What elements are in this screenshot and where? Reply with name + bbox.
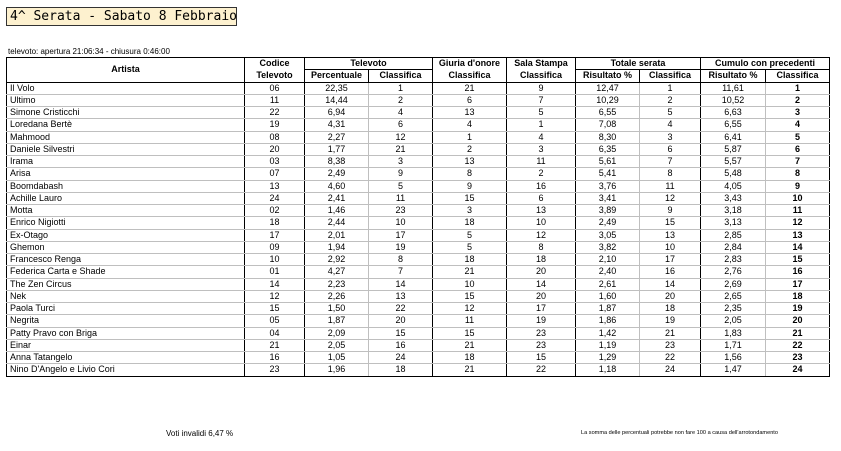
- cell-cumulo-pct: 2,35: [701, 303, 766, 315]
- cell-televoto-pct: 2,92: [305, 254, 369, 266]
- cell-cumulo-pct: 2,76: [701, 266, 766, 278]
- cell-totale-cls: 22: [640, 352, 701, 364]
- cell-televoto-cls: 15: [369, 327, 433, 339]
- page-title: 4^ Serata - Sabato 8 Febbraio: [6, 7, 237, 26]
- cell-codice: 02: [245, 205, 305, 217]
- cell-giuria-cls: 2: [433, 143, 507, 155]
- cell-artista: Mahmood: [7, 131, 245, 143]
- cell-codice: 10: [245, 254, 305, 266]
- cell-cumulo-pct: 3,43: [701, 192, 766, 204]
- cell-televoto-cls: 8: [369, 254, 433, 266]
- cell-totale-pct: 3,05: [576, 229, 640, 241]
- table-row: [7, 180, 830, 192]
- cell-stampa-cls: 6: [507, 192, 576, 204]
- cell-totale-pct: 1,86: [576, 315, 640, 327]
- table-row: [7, 192, 830, 204]
- header-televoto-pct: Percentuale: [305, 70, 369, 82]
- cell-stampa-cls: 9: [507, 82, 576, 94]
- cell-cumulo-pct: 2,69: [701, 278, 766, 290]
- cell-stampa-cls: 8: [507, 241, 576, 253]
- cell-giuria-cls: 10: [433, 278, 507, 290]
- table-row: [7, 315, 830, 327]
- cell-codice: 24: [245, 192, 305, 204]
- cell-totale-pct: 3,82: [576, 241, 640, 253]
- cell-artista: Daniele Silvestri: [7, 143, 245, 155]
- cell-televoto-pct: 4,27: [305, 266, 369, 278]
- cell-cumulo-pct: 5,87: [701, 143, 766, 155]
- table-row: [7, 229, 830, 241]
- cell-cumulo-pct: 1,56: [701, 352, 766, 364]
- cell-cumulo-cls: 4: [766, 119, 830, 131]
- cell-televoto-cls: 4: [369, 107, 433, 119]
- cell-televoto-pct: 2,44: [305, 217, 369, 229]
- table-row: [7, 339, 830, 351]
- cell-artista: The Zen Circus: [7, 278, 245, 290]
- cell-artista: Patty Pravo con Briga: [7, 327, 245, 339]
- cell-codice: 17: [245, 229, 305, 241]
- cell-televoto-pct: 1,77: [305, 143, 369, 155]
- cell-televoto-pct: 2,41: [305, 192, 369, 204]
- cell-codice: 23: [245, 364, 305, 376]
- cell-totale-pct: 1,19: [576, 339, 640, 351]
- header-artista: Artista: [7, 58, 245, 83]
- cell-totale-cls: 12: [640, 192, 701, 204]
- cell-artista: Motta: [7, 205, 245, 217]
- cell-totale-pct: 8,30: [576, 131, 640, 143]
- televoto-info: televoto: apertura 21:06:34 - chiusura 0:46:00: [8, 47, 170, 56]
- cell-artista: Negrita: [7, 315, 245, 327]
- cell-totale-cls: 19: [640, 315, 701, 327]
- table-row: [7, 327, 830, 339]
- header-codice-sub: Televoto: [245, 70, 305, 82]
- cell-totale-pct: 1,87: [576, 303, 640, 315]
- rounding-note: La somma delle percentuali potrebbe non fare 100 a causa dell'arrotondamento: [581, 430, 778, 436]
- cell-totale-cls: 1: [640, 82, 701, 94]
- cell-giuria-cls: 15: [433, 192, 507, 204]
- cell-cumulo-cls: 18: [766, 290, 830, 302]
- cell-totale-pct: 3,89: [576, 205, 640, 217]
- cell-cumulo-pct: 2,84: [701, 241, 766, 253]
- table-row: [7, 143, 830, 155]
- cell-giuria-cls: 8: [433, 168, 507, 180]
- cell-giuria-cls: 15: [433, 290, 507, 302]
- cell-artista: Achille Lauro: [7, 192, 245, 204]
- header-totale-cls: Classifica: [640, 70, 701, 82]
- cell-artista: Il Volo: [7, 82, 245, 94]
- cell-codice: 08: [245, 131, 305, 143]
- table-row: [7, 290, 830, 302]
- cell-totale-pct: 5,41: [576, 168, 640, 180]
- cell-stampa-cls: 5: [507, 107, 576, 119]
- cell-artista: Paola Turci: [7, 303, 245, 315]
- table-row: [7, 278, 830, 290]
- cell-giuria-cls: 15: [433, 327, 507, 339]
- cell-cumulo-cls: 16: [766, 266, 830, 278]
- cell-stampa-cls: 16: [507, 180, 576, 192]
- cell-artista: Ultimo: [7, 94, 245, 106]
- cell-televoto-cls: 13: [369, 290, 433, 302]
- cell-televoto-cls: 21: [369, 143, 433, 155]
- cell-cumulo-cls: 21: [766, 327, 830, 339]
- cell-cumulo-cls: 11: [766, 205, 830, 217]
- cell-cumulo-cls: 24: [766, 364, 830, 376]
- cell-televoto-pct: 1,05: [305, 352, 369, 364]
- cell-stampa-cls: 4: [507, 131, 576, 143]
- cell-totale-cls: 6: [640, 143, 701, 155]
- table-row: [7, 364, 830, 376]
- cell-stampa-cls: 20: [507, 290, 576, 302]
- cell-giuria-cls: 3: [433, 205, 507, 217]
- cell-cumulo-pct: 3,18: [701, 205, 766, 217]
- cell-totale-cls: 20: [640, 290, 701, 302]
- cell-giuria-cls: 21: [433, 266, 507, 278]
- cell-cumulo-cls: 20: [766, 315, 830, 327]
- cell-televoto-cls: 12: [369, 131, 433, 143]
- table-row: [7, 241, 830, 253]
- cell-codice: 04: [245, 327, 305, 339]
- cell-televoto-pct: 2,26: [305, 290, 369, 302]
- cell-stampa-cls: 14: [507, 278, 576, 290]
- cell-totale-cls: 2: [640, 94, 701, 106]
- cell-totale-cls: 4: [640, 119, 701, 131]
- cell-televoto-pct: 2,05: [305, 339, 369, 351]
- table-row: [7, 303, 830, 315]
- cell-televoto-pct: 4,60: [305, 180, 369, 192]
- cell-televoto-cls: 24: [369, 352, 433, 364]
- cell-giuria-cls: 13: [433, 156, 507, 168]
- header-televoto-cls: Classifica: [369, 70, 433, 82]
- cell-giuria-cls: 1: [433, 131, 507, 143]
- cell-totale-cls: 11: [640, 180, 701, 192]
- cell-cumulo-cls: 5: [766, 131, 830, 143]
- cell-codice: 21: [245, 339, 305, 351]
- cell-totale-cls: 5: [640, 107, 701, 119]
- cell-totale-pct: 3,41: [576, 192, 640, 204]
- table-row: [7, 82, 830, 94]
- cell-televoto-pct: 1,87: [305, 315, 369, 327]
- cell-televoto-pct: 14,44: [305, 94, 369, 106]
- invalid-votes: Voti invalidi 6,47 %: [166, 429, 234, 438]
- cell-cumulo-cls: 7: [766, 156, 830, 168]
- cell-codice: 07: [245, 168, 305, 180]
- cell-codice: 06: [245, 82, 305, 94]
- table-row: [7, 94, 830, 106]
- cell-cumulo-pct: 2,05: [701, 315, 766, 327]
- cell-televoto-cls: 17: [369, 229, 433, 241]
- cell-televoto-pct: 8,38: [305, 156, 369, 168]
- cell-cumulo-pct: 2,65: [701, 290, 766, 302]
- cell-giuria-cls: 5: [433, 229, 507, 241]
- cell-cumulo-pct: 6,55: [701, 119, 766, 131]
- cell-televoto-cls: 18: [369, 364, 433, 376]
- cell-artista: Loredana Bertè: [7, 119, 245, 131]
- cell-giuria-cls: 21: [433, 82, 507, 94]
- cell-totale-cls: 14: [640, 278, 701, 290]
- header-totale: Totale serata: [576, 58, 701, 70]
- cell-televoto-cls: 22: [369, 303, 433, 315]
- cell-artista: Nino D'Angelo e Livio Cori: [7, 364, 245, 376]
- cell-totale-cls: 8: [640, 168, 701, 180]
- cell-totale-cls: 17: [640, 254, 701, 266]
- cell-totale-cls: 23: [640, 339, 701, 351]
- cell-televoto-cls: 7: [369, 266, 433, 278]
- cell-codice: 22: [245, 107, 305, 119]
- cell-totale-pct: 1,42: [576, 327, 640, 339]
- cell-televoto-cls: 9: [369, 168, 433, 180]
- cell-stampa-cls: 23: [507, 327, 576, 339]
- cell-cumulo-cls: 9: [766, 180, 830, 192]
- table-row: [7, 254, 830, 266]
- cell-totale-pct: 6,35: [576, 143, 640, 155]
- cell-cumulo-cls: 8: [766, 168, 830, 180]
- cell-codice: 20: [245, 143, 305, 155]
- table-row: [7, 352, 830, 364]
- cell-totale-cls: 15: [640, 217, 701, 229]
- cell-cumulo-cls: 6: [766, 143, 830, 155]
- cell-stampa-cls: 7: [507, 94, 576, 106]
- cell-televoto-cls: 16: [369, 339, 433, 351]
- cell-stampa-cls: 1: [507, 119, 576, 131]
- cell-cumulo-pct: 6,41: [701, 131, 766, 143]
- cell-stampa-cls: 12: [507, 229, 576, 241]
- cell-totale-cls: 10: [640, 241, 701, 253]
- cell-cumulo-cls: 12: [766, 217, 830, 229]
- table-row: [7, 205, 830, 217]
- header-stampa-cls: Classifica: [507, 70, 576, 82]
- cell-totale-pct: 7,08: [576, 119, 640, 131]
- cell-televoto-cls: 23: [369, 205, 433, 217]
- cell-televoto-pct: 1,50: [305, 303, 369, 315]
- cell-cumulo-pct: 5,57: [701, 156, 766, 168]
- cell-giuria-cls: 18: [433, 254, 507, 266]
- cell-codice: 13: [245, 180, 305, 192]
- cell-giuria-cls: 4: [433, 119, 507, 131]
- cell-artista: Arisa: [7, 168, 245, 180]
- cell-cumulo-cls: 1: [766, 82, 830, 94]
- cell-artista: Irama: [7, 156, 245, 168]
- cell-cumulo-pct: 1,83: [701, 327, 766, 339]
- cell-giuria-cls: 21: [433, 339, 507, 351]
- cell-artista: Boomdabash: [7, 180, 245, 192]
- cell-totale-pct: 1,60: [576, 290, 640, 302]
- cell-cumulo-cls: 14: [766, 241, 830, 253]
- cell-televoto-cls: 14: [369, 278, 433, 290]
- cell-cumulo-pct: 1,71: [701, 339, 766, 351]
- cell-codice: 09: [245, 241, 305, 253]
- cell-totale-pct: 1,18: [576, 364, 640, 376]
- cell-totale-pct: 12,47: [576, 82, 640, 94]
- cell-televoto-pct: 22,35: [305, 82, 369, 94]
- cell-totale-cls: 24: [640, 364, 701, 376]
- cell-totale-cls: 21: [640, 327, 701, 339]
- cell-stampa-cls: 15: [507, 352, 576, 364]
- cell-codice: 18: [245, 217, 305, 229]
- cell-totale-pct: 3,76: [576, 180, 640, 192]
- cell-totale-cls: 18: [640, 303, 701, 315]
- cell-televoto-pct: 2,01: [305, 229, 369, 241]
- cell-televoto-pct: 2,23: [305, 278, 369, 290]
- cell-artista: Enrico Nigiotti: [7, 217, 245, 229]
- cell-stampa-cls: 18: [507, 254, 576, 266]
- cell-stampa-cls: 11: [507, 156, 576, 168]
- cell-stampa-cls: 13: [507, 205, 576, 217]
- header-cumulo: Cumulo con precedenti: [701, 58, 830, 70]
- cell-artista: Ex-Otago: [7, 229, 245, 241]
- cell-stampa-cls: 10: [507, 217, 576, 229]
- cell-cumulo-pct: 11,61: [701, 82, 766, 94]
- cell-stampa-cls: 22: [507, 364, 576, 376]
- cell-giuria-cls: 12: [433, 303, 507, 315]
- cell-televoto-cls: 5: [369, 180, 433, 192]
- cell-televoto-cls: 10: [369, 217, 433, 229]
- cell-televoto-pct: 1,94: [305, 241, 369, 253]
- results-body: [7, 82, 830, 376]
- cell-totale-cls: 13: [640, 229, 701, 241]
- cell-codice: 01: [245, 266, 305, 278]
- cell-televoto-pct: 4,31: [305, 119, 369, 131]
- table-row: [7, 107, 830, 119]
- cell-artista: Einar: [7, 339, 245, 351]
- cell-totale-cls: 9: [640, 205, 701, 217]
- cell-cumulo-cls: 19: [766, 303, 830, 315]
- results-table: [6, 57, 830, 377]
- cell-codice: 19: [245, 119, 305, 131]
- cell-codice: 03: [245, 156, 305, 168]
- cell-artista: Simone Cristicchi: [7, 107, 245, 119]
- cell-cumulo-pct: 4,05: [701, 180, 766, 192]
- cell-stampa-cls: 23: [507, 339, 576, 351]
- header-cumulo-pct: Risultato %: [701, 70, 766, 82]
- cell-artista: Nek: [7, 290, 245, 302]
- header-giuria: Giuria d'onore: [433, 58, 507, 70]
- table-row: [7, 168, 830, 180]
- cell-codice: 12: [245, 290, 305, 302]
- cell-stampa-cls: 19: [507, 315, 576, 327]
- cell-codice: 15: [245, 303, 305, 315]
- header-cumulo-cls: Classifica: [766, 70, 830, 82]
- cell-giuria-cls: 9: [433, 180, 507, 192]
- cell-stampa-cls: 20: [507, 266, 576, 278]
- cell-codice: 16: [245, 352, 305, 364]
- cell-giuria-cls: 18: [433, 352, 507, 364]
- cell-stampa-cls: 2: [507, 168, 576, 180]
- cell-totale-pct: 2,61: [576, 278, 640, 290]
- cell-giuria-cls: 5: [433, 241, 507, 253]
- cell-codice: 05: [245, 315, 305, 327]
- cell-totale-pct: 2,40: [576, 266, 640, 278]
- cell-giuria-cls: 18: [433, 217, 507, 229]
- header-totale-pct: Risultato %: [576, 70, 640, 82]
- cell-cumulo-pct: 1,47: [701, 364, 766, 376]
- table-row: [7, 217, 830, 229]
- cell-televoto-pct: 2,49: [305, 168, 369, 180]
- cell-giuria-cls: 11: [433, 315, 507, 327]
- cell-televoto-cls: 20: [369, 315, 433, 327]
- cell-artista: Anna Tatangelo: [7, 352, 245, 364]
- cell-cumulo-cls: 10: [766, 192, 830, 204]
- cell-televoto-pct: 6,94: [305, 107, 369, 119]
- cell-totale-pct: 5,61: [576, 156, 640, 168]
- cell-televoto-cls: 2: [369, 94, 433, 106]
- header-televoto: Televoto: [305, 58, 433, 70]
- cell-cumulo-cls: 13: [766, 229, 830, 241]
- cell-televoto-pct: 1,46: [305, 205, 369, 217]
- cell-stampa-cls: 3: [507, 143, 576, 155]
- cell-cumulo-cls: 3: [766, 107, 830, 119]
- cell-totale-pct: 10,29: [576, 94, 640, 106]
- cell-cumulo-pct: 2,83: [701, 254, 766, 266]
- cell-cumulo-pct: 5,48: [701, 168, 766, 180]
- header-giuria-cls: Classifica: [433, 70, 507, 82]
- cell-televoto-cls: 11: [369, 192, 433, 204]
- header-codice: Codice: [245, 58, 305, 70]
- cell-artista: Francesco Renga: [7, 254, 245, 266]
- cell-cumulo-cls: 22: [766, 339, 830, 351]
- cell-cumulo-pct: 3,13: [701, 217, 766, 229]
- table-row: [7, 131, 830, 143]
- cell-cumulo-cls: 2: [766, 94, 830, 106]
- cell-televoto-cls: 19: [369, 241, 433, 253]
- cell-totale-pct: 2,10: [576, 254, 640, 266]
- cell-totale-cls: 3: [640, 131, 701, 143]
- table-row: [7, 266, 830, 278]
- cell-televoto-cls: 6: [369, 119, 433, 131]
- cell-cumulo-cls: 23: [766, 352, 830, 364]
- cell-giuria-cls: 21: [433, 364, 507, 376]
- cell-televoto-cls: 3: [369, 156, 433, 168]
- header-stampa: Sala Stampa: [507, 58, 576, 70]
- cell-artista: Federica Carta e Shade: [7, 266, 245, 278]
- cell-codice: 11: [245, 94, 305, 106]
- table-row: [7, 156, 830, 168]
- cell-cumulo-pct: 10,52: [701, 94, 766, 106]
- cell-cumulo-pct: 2,85: [701, 229, 766, 241]
- cell-totale-pct: 1,29: [576, 352, 640, 364]
- cell-cumulo-cls: 17: [766, 278, 830, 290]
- cell-totale-cls: 16: [640, 266, 701, 278]
- cell-artista: Ghemon: [7, 241, 245, 253]
- cell-televoto-pct: 1,96: [305, 364, 369, 376]
- cell-totale-pct: 2,49: [576, 217, 640, 229]
- table-row: [7, 119, 830, 131]
- cell-totale-pct: 6,55: [576, 107, 640, 119]
- cell-cumulo-cls: 15: [766, 254, 830, 266]
- cell-cumulo-pct: 6,63: [701, 107, 766, 119]
- cell-giuria-cls: 13: [433, 107, 507, 119]
- cell-codice: 14: [245, 278, 305, 290]
- cell-stampa-cls: 17: [507, 303, 576, 315]
- cell-giuria-cls: 6: [433, 94, 507, 106]
- cell-televoto-pct: 2,27: [305, 131, 369, 143]
- cell-televoto-cls: 1: [369, 82, 433, 94]
- cell-televoto-pct: 2,09: [305, 327, 369, 339]
- cell-totale-cls: 7: [640, 156, 701, 168]
